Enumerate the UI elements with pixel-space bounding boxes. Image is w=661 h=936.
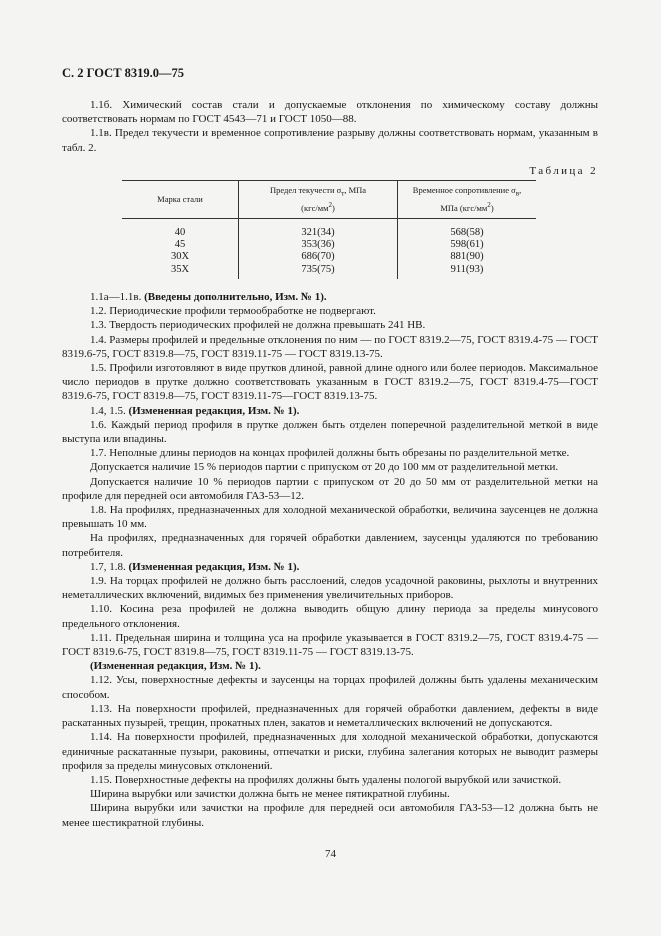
table-cell: 30Х xyxy=(170,251,190,263)
table-caption: Таблица 2 xyxy=(529,165,598,177)
table-cell: 45 xyxy=(174,238,186,250)
table-cell: 568(58) xyxy=(398,218,537,239)
paragraph: Допускается наличие 15 % периодов партии с припуском от 20 до 100 мм от разделительной метки. xyxy=(90,461,559,474)
clause-ref: 1.7, 1.8. xyxy=(90,560,126,573)
table-2 xyxy=(122,180,536,279)
paragraph: 1.5. Профили изготовляют в виде прутков длиной, равной длине одного или более периодов. Максимальное число периодов в прутке должно соответствовать указанным в ГОСТ 8319.2—75, ГОСТ 8319.4-75—ГОСТ 8319.6-75, ГОСТ 8319.8—75, ГОСТ 8319.11-75—ГОСТ 8319.13-75. xyxy=(62,362,598,403)
table-cell: 35Х xyxy=(170,263,190,275)
intro-text xyxy=(62,98,598,155)
paragraph: 1.6. Каждый период профиля в прутке должен быть отделен поперечной разделительной меткой в виде выступа или впадины. xyxy=(62,418,598,446)
paragraph: 1.13. На поверхности профилей, предназначенных для горячей обработки давлением, дефекты в виде раскатанных пузырей, трещин, прокатных плен, закатов и неметаллических включений не допускаются. xyxy=(62,702,598,730)
page-number: 74 xyxy=(325,848,336,860)
col-header-yield-strength: Предел текучести $\sigma_т$, МПа $(кгс/мм^2)$ xyxy=(239,181,398,219)
amendment-note: (Измененная редакция, Изм. № 1). xyxy=(90,660,261,673)
paragraph: 1.8. На профилях, предназначенных для холодной механической обработки, величина заусенцев не должна превышать 10 мм. xyxy=(62,504,598,531)
paragraph: 1.12. Усы, поверхностные дефекты и заусенцы на торцах профилей должны быть удалены механическим способом. xyxy=(62,674,598,701)
paragraph-1-1v: 1.1в. Предел текучести и временное сопротивление разрыву должны соответствовать нормам, указанным в табл. 2. xyxy=(62,127,598,154)
col-header-steel-grade: Марка стали xyxy=(122,181,239,219)
paragraph: 1.3. Твердость периодических профилей не должна превышать 241 НВ. xyxy=(90,319,426,332)
table-cell: 881(90) xyxy=(398,251,537,263)
table-cell: 686(70) xyxy=(239,251,398,263)
table-row xyxy=(122,218,536,239)
body-text xyxy=(62,290,598,830)
table-header-row xyxy=(122,181,536,219)
paragraph: 1.2. Периодические профили термообработке не подвергают. xyxy=(90,305,376,318)
paragraph: 1.10. Косина реза профилей не должна выводить общую длину периода за пределы минусового предельного отклонения. xyxy=(62,603,598,630)
paragraph: Ширина вырубки или зачистки должна быть не менее пятикратной глубины. xyxy=(90,788,450,801)
table-row xyxy=(122,264,536,279)
amendment-note: (Измененная редакция, Изм. № 1). xyxy=(128,404,300,417)
table-cell: 321(34) xyxy=(239,218,398,239)
table-row xyxy=(122,251,536,263)
paragraph xyxy=(62,290,598,304)
amendment-note: (Измененная редакция, Изм. № 1). xyxy=(128,560,300,573)
col-header-tensile-strength: Временное сопротивление $\sigma_в$, МПа $(кгс/мм^2)$ xyxy=(398,181,537,219)
paragraph: 1.11. Предельная ширина и толщина уса на профиле указывается в ГОСТ 8319.2—75, ГОСТ 8319.4-75 — ГОСТ 8319.6-75, ГОСТ 8319.8—75, ГОСТ 8319.11-75 — ГОСТ 8319.13-75. xyxy=(62,631,598,659)
table-cell: 353(36) xyxy=(239,239,398,251)
paragraph: 1.7. Неполные длины периодов на концах профилей должны быть обрезаны по разделительной метке. xyxy=(90,447,570,460)
paragraph: На профилях, предназначенных для горячей обработки давлением, заусенцы удаляются по требованию потребителя. xyxy=(62,532,598,559)
paragraph-1-1b: 1.1б. Химический состав стали и допускаемые отклонения по химическому составу должны соответствовать нормам по ГОСТ 4543—71 и ГОСТ 1050—88. xyxy=(62,99,598,126)
paragraph: 1.14. На поверхности профилей, предназначенных для холодной механической обработки, допускаются единичные раскатанные пузыри, раковины, отпечатки и риски, глубина залегания которых не выводит размеры профиля за пределы минусовых отклонений. xyxy=(62,731,598,772)
paragraph xyxy=(62,404,598,418)
paragraph: Ширина вырубки или зачистки на профиле для передней оси автомобиля ГАЗ-53—12 должна быть не менее шестикратной глубины. xyxy=(62,802,598,829)
table-cell: 911(93) xyxy=(398,264,537,279)
paragraph: 1.9. На торцах профилей не должно быть расслоений, следов усадочной раковины, рыхлоты и внутренних неметаллических включений, видимых без применения увеличительных приборов. xyxy=(62,575,598,602)
table-cell: 598(61) xyxy=(398,239,537,251)
paragraph: Допускается наличие 10 % периодов партии с припуском от 20 до 50 мм от разделительной метки на профиле для передней оси автомобиля ГАЗ-53—12. xyxy=(62,475,598,502)
table-cell: 40 xyxy=(174,226,186,238)
table-cell: 735(75) xyxy=(239,264,398,279)
page-header: С. 2 ГОСТ 8319.0—75 xyxy=(62,66,185,80)
clause-ref: 1.4, 1.5. xyxy=(90,404,126,417)
paragraph xyxy=(62,560,598,574)
paragraph: 1.15. Поверхностные дефекты на профилях должны быть удалены пологой вырубкой или зачисткой. xyxy=(90,773,562,786)
table-row xyxy=(122,239,536,251)
paragraph: 1.4. Размеры профилей и предельные отклонения по ним — по ГОСТ 8319.2—75, ГОСТ 8319.4-75 — ГОСТ 8319.6-75, ГОСТ 8319.8—75, ГОСТ 8319.11-75 — ГОСТ 8319.13-75. xyxy=(62,333,598,360)
clause-ref: 1.1а—1.1в. xyxy=(90,291,142,303)
amendment-note: (Введены дополнительно, Изм. № 1). xyxy=(144,291,327,303)
